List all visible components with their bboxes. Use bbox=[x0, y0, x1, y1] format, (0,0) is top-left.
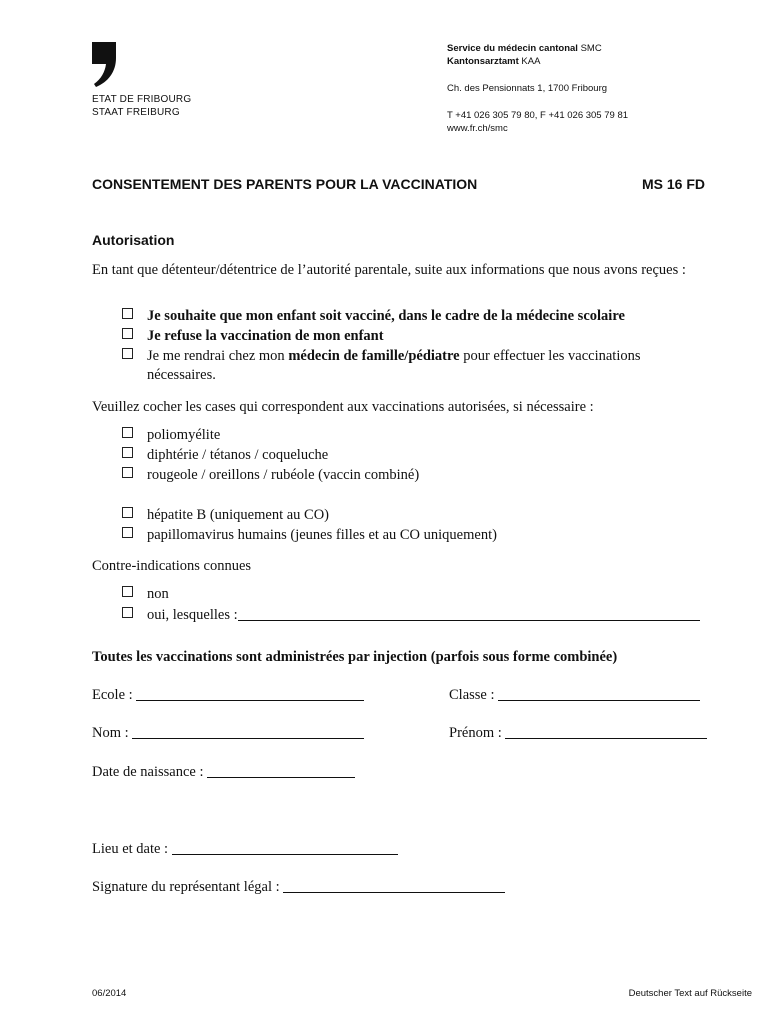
service-phone: T +41 026 305 79 80, F +41 026 305 79 81 bbox=[447, 110, 629, 121]
vaccine-polio[interactable]: poliomyélite bbox=[122, 426, 682, 445]
school-input[interactable] bbox=[136, 686, 364, 701]
checkbox-refuse[interactable] bbox=[122, 328, 133, 339]
name-input[interactable] bbox=[132, 724, 364, 739]
logo-text-de: STAAT FREIBURG bbox=[92, 107, 180, 118]
document-code: MS 16 FD bbox=[642, 176, 706, 192]
signature-input[interactable] bbox=[283, 878, 505, 893]
checkbox-contraindication-yes[interactable] bbox=[122, 607, 133, 618]
signature-field[interactable]: Signature du représentant légal : bbox=[92, 878, 505, 896]
section-heading: Autorisation bbox=[92, 232, 175, 248]
service-address: Ch. des Pensionnats 1, 1700 Fribourg bbox=[447, 83, 608, 94]
firstname-input[interactable] bbox=[505, 724, 707, 739]
checkbox-mmr[interactable] bbox=[122, 467, 133, 478]
contraindications-label: Contre-indications connues bbox=[92, 558, 252, 574]
checkbox-hepatitis-b[interactable] bbox=[122, 507, 133, 518]
checkbox-family-doctor[interactable] bbox=[122, 348, 133, 359]
choice-family-doctor[interactable]: Je me rendrai chez mon médecin de famille/pédiatre pour effectuer les vaccinations nécessaires. bbox=[122, 347, 682, 385]
contraindication-yes[interactable]: oui, lesquelles : bbox=[122, 606, 722, 625]
birthdate-field[interactable]: Date de naissance : bbox=[92, 763, 355, 781]
logo-text-fr: ETAT DE FRIBOURG bbox=[92, 94, 192, 105]
fribourg-comma-logo-icon bbox=[90, 40, 118, 88]
birthdate-input[interactable] bbox=[207, 763, 355, 778]
injection-note: Toutes les vaccinations sont administrées par injection (parfois sous forme combinée) bbox=[92, 649, 618, 665]
name-field[interactable]: Nom : bbox=[92, 724, 364, 742]
place-date-field[interactable]: Lieu et date : bbox=[92, 840, 398, 858]
class-input[interactable] bbox=[498, 686, 700, 701]
service-name-fr: Service du médecin cantonal SMC bbox=[447, 43, 602, 54]
service-website[interactable]: www.fr.ch/smc bbox=[447, 123, 508, 134]
service-name-de: Kantonsarztamt KAA bbox=[447, 56, 541, 67]
contraindication-no[interactable]: non bbox=[122, 585, 682, 604]
place-date-input[interactable] bbox=[172, 840, 398, 855]
document-title: CONSENTEMENT DES PARENTS POUR LA VACCINATION bbox=[92, 176, 478, 192]
choice-vaccinate[interactable]: Je souhaite que mon enfant soit vacciné, dans le cadre de la médecine scolaire bbox=[122, 307, 682, 326]
footer-date: 06/2014 bbox=[92, 988, 127, 999]
vaccine-hepatitis-b[interactable]: hépatite B (uniquement au CO) bbox=[122, 506, 682, 525]
checkbox-dtp[interactable] bbox=[122, 447, 133, 458]
checkbox-hpv[interactable] bbox=[122, 527, 133, 538]
firstname-field[interactable]: Prénom : bbox=[449, 724, 707, 742]
class-field[interactable]: Classe : bbox=[449, 686, 700, 704]
vaccine-mmr[interactable]: rougeole / oreillons / rubéole (vaccin combiné) bbox=[122, 466, 682, 485]
intro-text: En tant que détenteur/détentrice de l’autorité parentale, suite aux informations que nous avons reçues : bbox=[92, 262, 686, 278]
vaccine-dtp[interactable]: diphtérie / tétanos / coqueluche bbox=[122, 446, 682, 465]
school-field[interactable]: Ecole : bbox=[92, 686, 364, 704]
footer-note: Deutscher Text auf Rückseite bbox=[628, 988, 752, 999]
checkbox-contraindication-no[interactable] bbox=[122, 586, 133, 597]
vaccine-hpv[interactable]: papillomavirus humains (jeunes filles et au CO uniquement) bbox=[122, 526, 682, 545]
vaccines-instruction: Veuillez cocher les cases qui correspondent aux vaccinations autorisées, si nécessaire : bbox=[92, 399, 594, 415]
contraindications-input[interactable] bbox=[238, 606, 700, 621]
checkbox-polio[interactable] bbox=[122, 427, 133, 438]
choice-refuse[interactable]: Je refuse la vaccination de mon enfant bbox=[122, 327, 682, 346]
checkbox-vaccinate[interactable] bbox=[122, 308, 133, 319]
